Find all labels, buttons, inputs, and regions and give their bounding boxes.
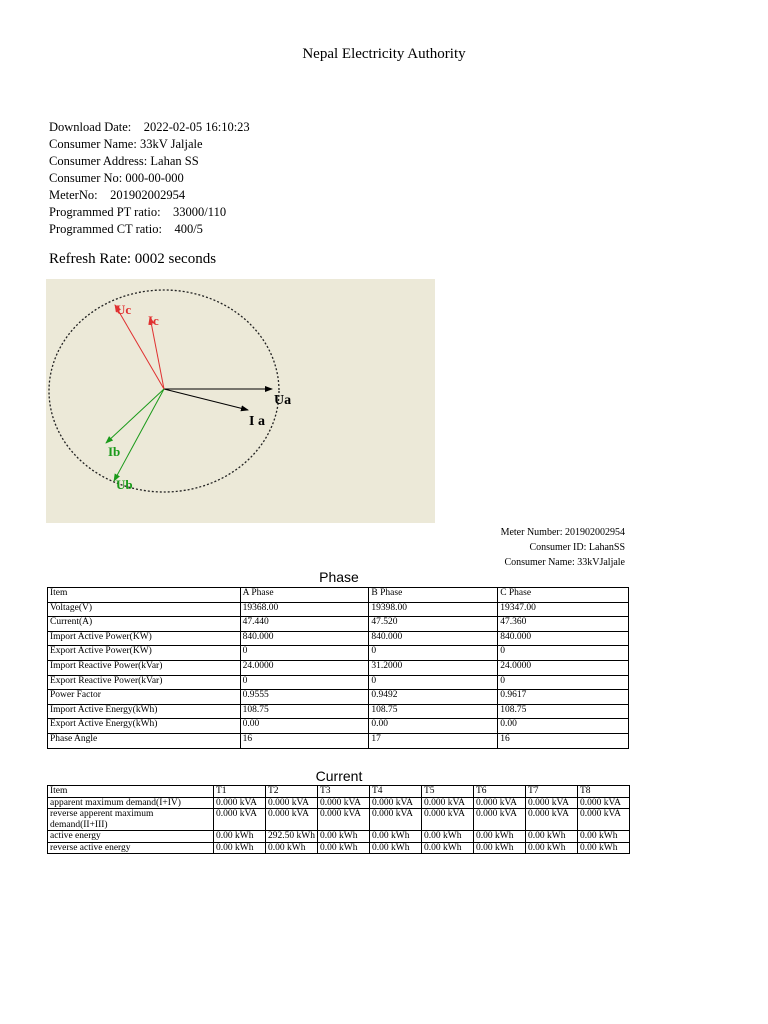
table-cell: 0.00	[369, 719, 498, 734]
table-row	[48, 660, 629, 675]
table-row	[48, 733, 629, 748]
table-cell: 0.00 kWh	[578, 831, 630, 843]
table-cell: reverse active energy	[48, 842, 214, 854]
table-cell: Voltage(V)	[48, 602, 241, 617]
table-cell: 0.000 kVA	[370, 809, 422, 831]
consumer-no: Consumer No: 000-00-000	[49, 171, 184, 185]
table-cell: Export Reactive Power(kVar)	[48, 675, 241, 690]
table-cell: 47.360	[498, 617, 629, 632]
phasor-svg	[46, 279, 435, 523]
download-date: Download Date: 2022-02-05 16:10:23	[49, 120, 250, 134]
table-cell: 0.000 kVA	[266, 809, 318, 831]
table-cell: 0.000 kVA	[474, 797, 526, 809]
ub-label: Ub	[116, 477, 133, 492]
table-cell: 0.00 kWh	[422, 842, 474, 854]
refresh-rate: Refresh Rate: 0002 seconds	[49, 251, 217, 267]
table-cell: 0.000 kVA	[474, 809, 526, 831]
table-cell: Import Active Energy(kWh)	[48, 704, 241, 719]
table-row	[48, 842, 630, 854]
table-cell: 0.000 kVA	[214, 797, 266, 809]
table-cell: reverse apperent maximum demand(II+III)	[48, 809, 214, 831]
table-cell: 31.2000	[369, 660, 498, 675]
table-cell: 0.000 kVA	[578, 797, 630, 809]
ib-label: Ib	[108, 444, 121, 459]
ib-vector	[106, 389, 164, 443]
table-cell: 0.00 kWh	[318, 842, 370, 854]
table-cell: 16	[498, 733, 629, 748]
table-cell: 0	[240, 675, 369, 690]
table-cell: 47.440	[240, 617, 369, 632]
table-row	[48, 675, 629, 690]
table-cell: 0.00 kWh	[474, 831, 526, 843]
report-title: Nepal Electricity Authority	[302, 46, 466, 62]
table-cell: 840.000	[240, 631, 369, 646]
table-header-cell: Item	[48, 588, 241, 603]
table-header-cell: T5	[422, 786, 474, 798]
table-cell: 0.9617	[498, 690, 629, 705]
current-table	[47, 785, 630, 854]
table-row	[48, 719, 629, 734]
table-header-cell: B Phase	[369, 588, 498, 603]
table-cell: 0	[240, 646, 369, 661]
table-cell: 19398.00	[369, 602, 498, 617]
uc-label: Uc	[116, 302, 132, 317]
table-cell: 0.00 kWh	[318, 831, 370, 843]
table-cell: 19368.00	[240, 602, 369, 617]
table-row	[48, 797, 630, 809]
table-cell: 0.00 kWh	[370, 831, 422, 843]
table-row	[48, 602, 629, 617]
table-cell: Current(A)	[48, 617, 241, 632]
table-row	[48, 631, 629, 646]
table-cell: 0.000 kVA	[526, 797, 578, 809]
ua-label: Ua	[274, 393, 292, 408]
table-cell: 0.000 kVA	[526, 809, 578, 831]
table-cell: 0.000 kVA	[318, 797, 370, 809]
meta-meter-number: Meter Number: 201902002954	[500, 527, 625, 538]
consumer-info	[49, 119, 250, 238]
table-row	[48, 809, 630, 831]
table-cell: 108.75	[240, 704, 369, 719]
table-cell: 16	[240, 733, 369, 748]
table-header-row	[48, 786, 630, 798]
table-cell: active energy	[48, 831, 214, 843]
table-cell: Import Reactive Power(kVar)	[48, 660, 241, 675]
table-cell: 0.000 kVA	[266, 797, 318, 809]
table-row	[48, 617, 629, 632]
table-header-cell: T4	[370, 786, 422, 798]
table-cell: 0.000 kVA	[214, 809, 266, 831]
table-cell: 0	[498, 646, 629, 661]
table-cell: 0.000 kVA	[422, 797, 474, 809]
table-cell: Export Active Power(KW)	[48, 646, 241, 661]
table-header-cell: C Phase	[498, 588, 629, 603]
consumer-name: Consumer Name: 33kV Jaljale	[49, 137, 203, 151]
consumer-address: Consumer Address: Lahan SS	[49, 154, 199, 168]
table-row	[48, 690, 629, 705]
table-cell: 0.00	[240, 719, 369, 734]
table-cell: 0.00 kWh	[526, 842, 578, 854]
table-header-cell: A Phase	[240, 588, 369, 603]
ia-vector	[164, 389, 248, 410]
table-header-cell: T6	[474, 786, 526, 798]
table-row	[48, 831, 630, 843]
table-cell: 24.0000	[498, 660, 629, 675]
table-cell: 0.00 kWh	[526, 831, 578, 843]
table-cell: 0.00 kWh	[266, 842, 318, 854]
table-cell: 292.50 kWh	[266, 831, 318, 843]
ub-vector	[114, 389, 164, 481]
current-section-title: Current	[315, 768, 363, 784]
table-cell: 0.9492	[369, 690, 498, 705]
table-cell: 0	[369, 675, 498, 690]
table-cell: 0.000 kVA	[422, 809, 474, 831]
table-cell: 47.520	[369, 617, 498, 632]
table-cell: 0	[369, 646, 498, 661]
ic-label: Ic	[148, 313, 159, 328]
table-header-cell: T7	[526, 786, 578, 798]
table-header-cell: T3	[318, 786, 370, 798]
table-header-cell: T8	[578, 786, 630, 798]
table-cell: 108.75	[369, 704, 498, 719]
table-cell: 0.9555	[240, 690, 369, 705]
table-row	[48, 646, 629, 661]
table-cell: 0.00 kWh	[474, 842, 526, 854]
table-cell: 840.000	[369, 631, 498, 646]
table-row	[48, 704, 629, 719]
phase-table	[47, 587, 629, 749]
table-cell: Import Active Power(KW)	[48, 631, 241, 646]
table-cell: 0.00 kWh	[578, 842, 630, 854]
table-cell: Power Factor	[48, 690, 241, 705]
table-cell: 0.000 kVA	[578, 809, 630, 831]
phasor-diagram	[46, 279, 435, 523]
pt-ratio: Programmed PT ratio: 33000/110	[49, 205, 227, 219]
table-cell: 0.00 kWh	[214, 831, 266, 843]
table-cell: 17	[369, 733, 498, 748]
table-cell: 0.00	[498, 719, 629, 734]
table-cell: 0.00 kWh	[214, 842, 266, 854]
table-cell: 0.000 kVA	[370, 797, 422, 809]
ct-ratio: Programmed CT ratio: 400/5	[49, 222, 203, 236]
table-cell: Export Active Energy(kWh)	[48, 719, 241, 734]
meter-no: MeterNo: 201902002954	[49, 188, 186, 202]
table-cell: 0.000 kVA	[318, 809, 370, 831]
meter-meta	[501, 525, 625, 570]
table-header-cell: Item	[48, 786, 214, 798]
table-cell: 0.00 kWh	[422, 831, 474, 843]
phase-section-title: Phase	[319, 569, 359, 585]
meta-consumer-name: Consumer Name: 33kVJaljale	[504, 557, 625, 568]
table-header-row	[48, 588, 629, 603]
table-cell: 0.00 kWh	[370, 842, 422, 854]
table-cell: Phase Angle	[48, 733, 241, 748]
table-cell: 19347.00	[498, 602, 629, 617]
table-cell: 108.75	[498, 704, 629, 719]
table-cell: 840.000	[498, 631, 629, 646]
phasor-circle	[49, 290, 279, 492]
meta-consumer-id: Consumer ID: LahanSS	[529, 542, 625, 553]
table-header-cell: T2	[266, 786, 318, 798]
table-cell: 24.0000	[240, 660, 369, 675]
table-cell: 0	[498, 675, 629, 690]
table-header-cell: T1	[214, 786, 266, 798]
ia-label: I a	[249, 414, 265, 429]
table-cell: apparent maximum demand(I+IV)	[48, 797, 214, 809]
